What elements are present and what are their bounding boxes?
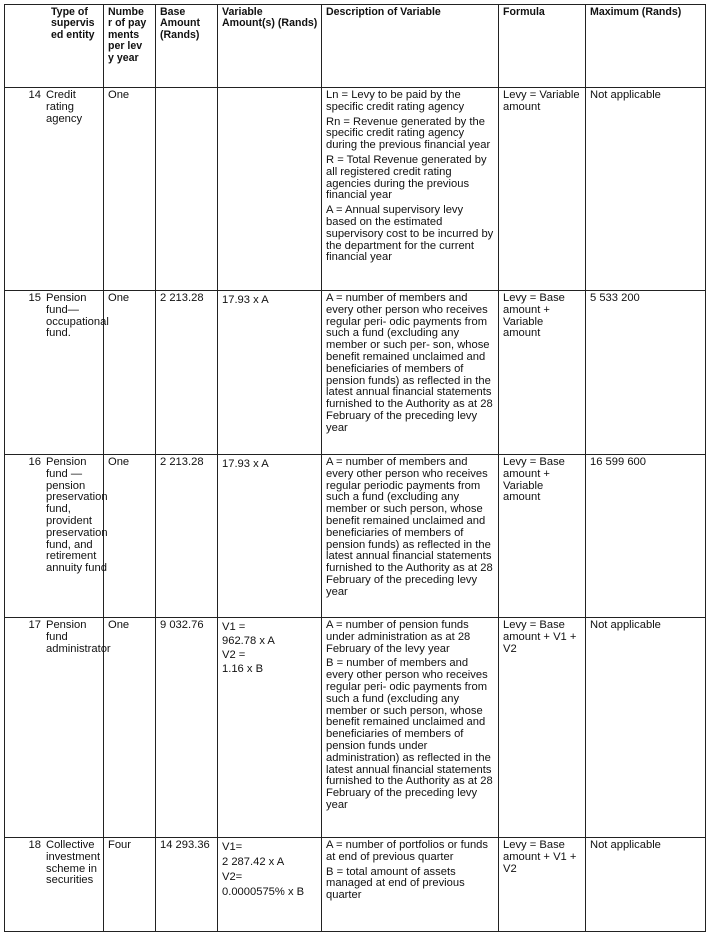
cell-variable	[218, 88, 322, 291]
cell-maximum: 5 533 200	[586, 291, 706, 455]
cell-type	[5, 455, 108, 618]
header-type: Type of supervised entity	[5, 5, 104, 88]
variable-line: V2 =	[222, 649, 246, 661]
cell-type	[5, 291, 109, 455]
levy-schedule-page	[4, 4, 705, 932]
row-number: 17	[28, 619, 41, 631]
cell-description	[322, 838, 499, 932]
description-paragraph: A = number of pension funds under administration as at 28 February of the levy year	[326, 619, 471, 655]
description-paragraph: A = number of portfolios or funds at end of previous quarter	[326, 839, 488, 863]
variable-line: V1=	[222, 841, 243, 853]
cell-description	[322, 291, 499, 455]
cell-formula: Levy = Base amount + Variable amount	[499, 291, 586, 455]
cell-base: 2 213.28	[156, 455, 218, 618]
header-payments: Number of payments per levy year	[104, 5, 156, 88]
cell-maximum: Not applicable	[586, 838, 706, 932]
header-maximum: Maximum (Rands)	[586, 5, 706, 88]
header-formula: Formula	[499, 5, 586, 88]
variable-line: 0.0000575% x B	[222, 886, 305, 898]
entity-type: Pension fund administrator	[46, 619, 111, 655]
cell-variable	[218, 291, 322, 455]
variable-line: 17.93 x A	[222, 294, 269, 306]
variable-line: 2 287.42 x A	[222, 856, 285, 868]
description-paragraph: Rn = Revenue generated by the specific credit rating agency during the previous financial year	[326, 115, 491, 152]
table-row	[5, 88, 706, 291]
levy-table	[4, 4, 706, 932]
cell-base: 9 032.76	[156, 618, 218, 838]
cell-payments: One	[104, 291, 156, 455]
table-row	[5, 838, 706, 932]
entity-type: Pension fund— occupational fund.	[46, 292, 109, 340]
description-paragraph: A = number of members and every other person who receives regular peri- odic payments from such a fund (excluding any member or such per- son, whose benefit remained unclaimed and beneficiaries of members of pension funds) as reflected in the latest annual financial statements furnished to the Authority as at 28 February of the preceding levy year	[326, 292, 493, 434]
variable-line: V1 =	[222, 621, 246, 633]
entity-type: Collective investment scheme in securities	[46, 839, 101, 887]
header-variable: Variable Amount(s) (Rands)	[218, 5, 322, 88]
cell-description	[322, 455, 499, 618]
variable-line: 962.78 x A	[222, 635, 275, 647]
cell-type	[5, 88, 104, 291]
cell-type	[5, 838, 104, 932]
cell-variable	[218, 455, 322, 618]
cell-payments: One	[104, 455, 156, 618]
cell-description	[322, 618, 499, 838]
table-row	[5, 291, 706, 455]
description-paragraph: B = number of members and every other person who receives regular peri- odic payments from such a fund (excluding any member or such person, whose benefit remained unclaimed and beneficiaries of members of pension funds under administration) as reflected in the latest annual financial statements furnished to the Authority as at 28 February of the preceding levy year	[326, 657, 493, 811]
cell-payments: Four	[104, 838, 156, 932]
header-base: Base Amount (Rands)	[156, 5, 218, 88]
description-paragraph: R = Total Revenue generated by all registered credit rating agencies during the previous financial year	[326, 153, 487, 202]
description-paragraph: Ln = Levy to be paid by the specific credit rating agency	[326, 89, 465, 113]
cell-maximum: 16 599 600	[586, 455, 706, 618]
cell-description	[322, 88, 499, 291]
cell-type	[5, 618, 111, 838]
description-paragraph: A = number of members and every other person who receives regular periodic payments from such a fund (excluding any member or such person, whose benefit remained unclaimed and beneficiaries of members of pension funds) as reflected in the latest annual financial statements furnished to the Authority as at 28 February of the preceding levy year	[326, 456, 493, 598]
table-header-row	[5, 5, 706, 88]
cell-variable	[218, 838, 322, 932]
table-row	[5, 455, 706, 618]
cell-formula: Levy = Base amount + V1 + V2	[499, 838, 586, 932]
variable-line: 1.16 x B	[222, 663, 264, 675]
cell-maximum: Not applicable	[586, 88, 706, 291]
entity-type: Credit rating agency	[46, 89, 83, 125]
cell-base: 14 293.36	[156, 838, 218, 932]
row-number: 16	[28, 456, 41, 468]
description-paragraph: A = Annual supervisory levy based on the estimated supervisory cost to be incurred by the department for the current financial year	[326, 204, 494, 264]
variable-line: V2=	[222, 871, 243, 883]
variable-line: 17.93 x A	[222, 458, 269, 470]
cell-base: 2 213.28	[156, 291, 218, 455]
cell-payments: One	[104, 618, 156, 838]
cell-payments: One	[104, 88, 156, 291]
header-description: Description of Variable	[322, 5, 499, 88]
entity-type: Pension fund — pension preservation fund, provident preservation fund, and retirement annuity fund	[46, 456, 108, 575]
cell-maximum: Not applicable	[586, 618, 706, 838]
description-paragraph: B = total amount of assets managed at end of previous quarter	[326, 865, 465, 902]
cell-formula: Levy = Base amount + Variable amount	[499, 455, 586, 618]
cell-formula: Levy = Variable amount	[499, 88, 586, 291]
row-number: 15	[28, 292, 41, 304]
cell-base	[156, 88, 218, 291]
cell-variable	[218, 618, 322, 838]
cell-formula: Levy = Base amount + V1 + V2	[499, 618, 586, 838]
table-body	[5, 88, 706, 932]
row-number: 14	[28, 89, 41, 101]
row-number: 18	[28, 839, 41, 851]
table-row	[5, 618, 706, 838]
